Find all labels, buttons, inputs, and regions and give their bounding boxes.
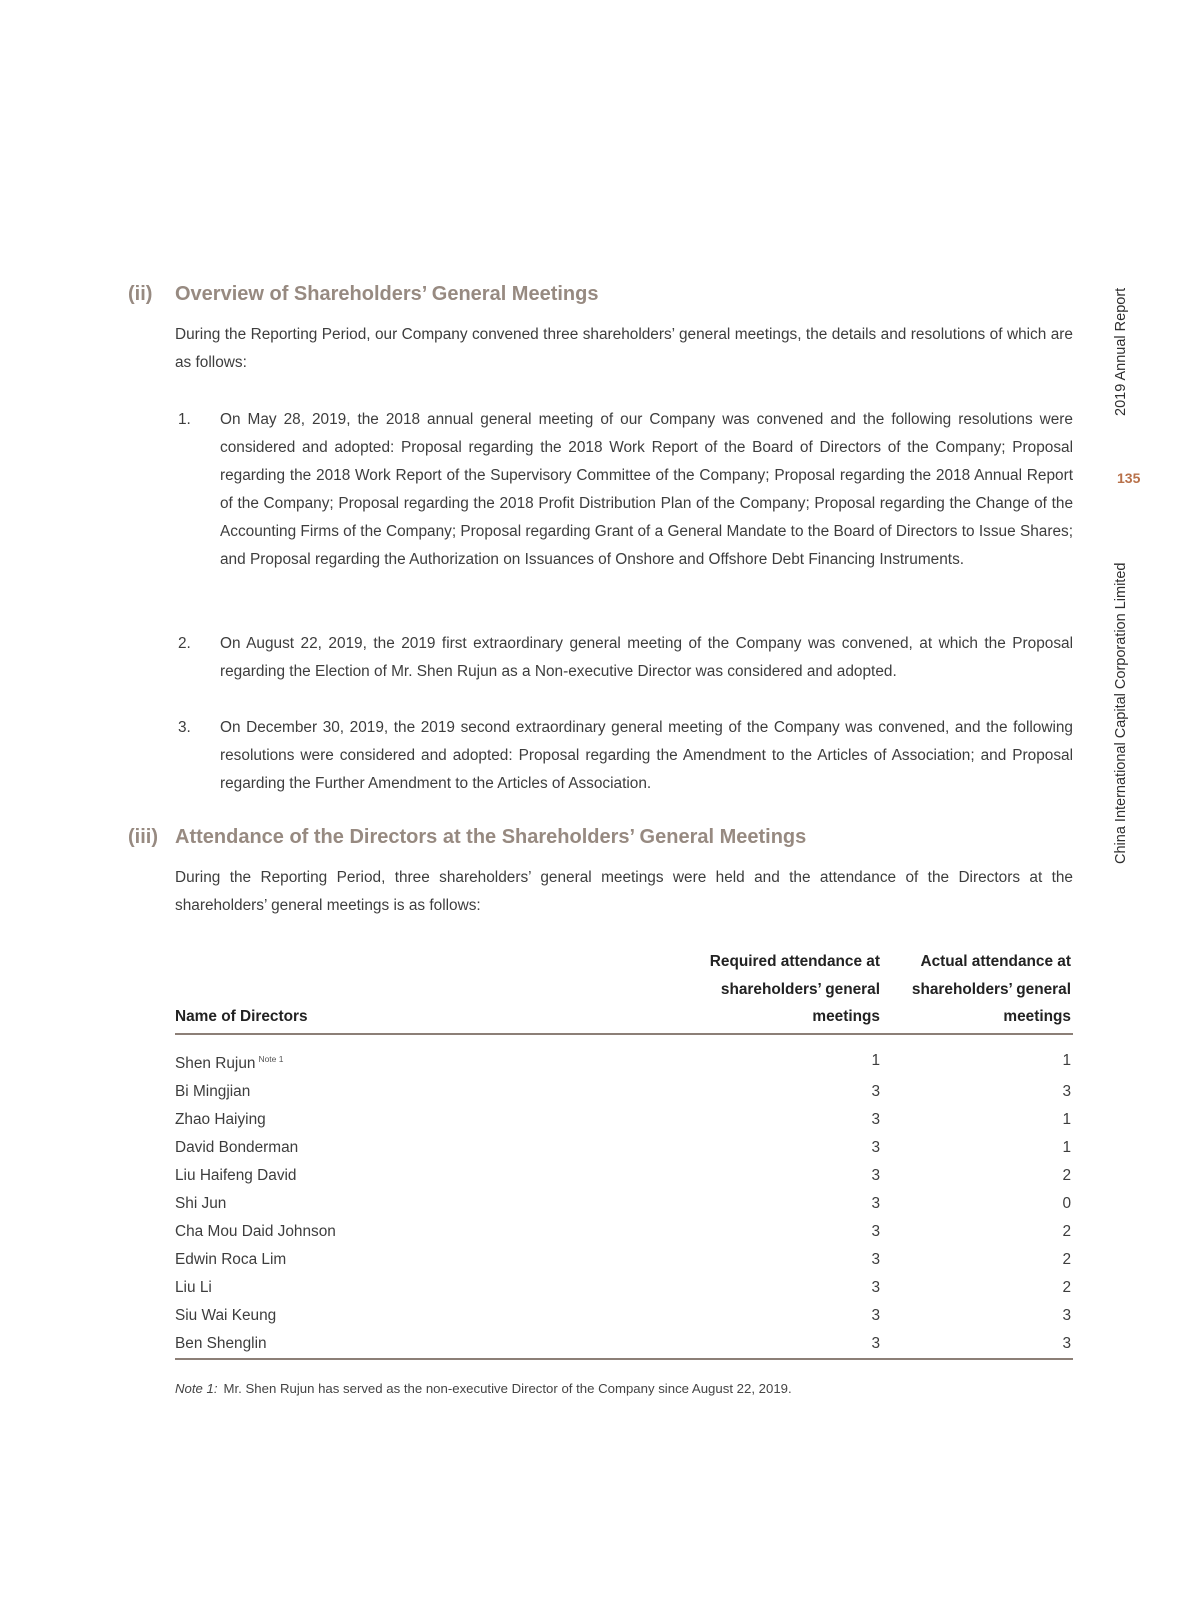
- director-name: David Bonderman: [175, 1138, 299, 1156]
- header-line: shareholders’ general: [720, 980, 880, 998]
- required-attendance: 3: [687, 1330, 880, 1359]
- section-title: Overview of Shareholders’ General Meetings: [175, 283, 599, 305]
- actual-attendance: 1: [1062, 1110, 1071, 1128]
- section-number: (iii): [128, 826, 158, 848]
- required-attendance: 3: [871, 1166, 880, 1184]
- table-header-row: [175, 948, 1073, 1034]
- required-attendance: 3: [871, 1306, 880, 1324]
- director-name: Edwin Roca Lim: [175, 1250, 287, 1268]
- actual-attendance: 3: [1062, 1082, 1071, 1100]
- list-item-number: 3.: [178, 719, 191, 736]
- director-name: Zhao Haiying: [175, 1110, 266, 1128]
- actual-attendance: 2: [1062, 1278, 1071, 1296]
- list-item-text: On May 28, 2019, the 2018 annual general meeting of our Company was convened and the following resolutions were considered and adopted: Proposal regarding the 2018 Work Report of the Board of Directors of the Company; Proposal regarding the 2018 Work Report of the Supervisory Committee of the Company; Proposal regarding the 2018 Annual Report of the Company; Proposal regarding the 2018 Profit Distribution Plan of the Company; Proposal regarding the Change of the Accounting Firms of the Company; Proposal regarding Grant of a General Mandate to the Board of Directors to Issue Shares; and Proposal regarding the Authorization on Issuances of Onshore and Offshore Debt Financing Instruments.: [220, 411, 1073, 568]
- actual-attendance: 2: [1062, 1250, 1071, 1268]
- page-number: 135: [1117, 470, 1141, 486]
- actual-attendance: 1: [1062, 1138, 1071, 1156]
- table-row: [175, 1302, 1073, 1330]
- list-item-number: 1.: [178, 411, 191, 428]
- section-iii-intro: During the Reporting Period, three shareholders’ general meetings were held and the attendance of the Directors at the shareholders’ general meetings is as follows:: [175, 869, 1073, 914]
- table-row: [175, 1274, 1073, 1302]
- required-attendance: 3: [871, 1110, 880, 1128]
- director-name: Liu Haifeng David: [175, 1166, 297, 1184]
- director-name: Ben Shenglin: [175, 1330, 687, 1359]
- column-header-name: Name of Directors: [175, 948, 687, 1034]
- table-row: [175, 1330, 1073, 1359]
- director-name: Liu Li: [175, 1278, 212, 1296]
- list-item: [175, 714, 1073, 798]
- table-row: [175, 1078, 1073, 1106]
- column-header-required: [687, 948, 880, 1034]
- header-line: meetings: [1003, 1008, 1071, 1025]
- column-header-actual: [880, 948, 1073, 1034]
- table-row: [175, 1134, 1073, 1162]
- footnote: [175, 1381, 792, 1396]
- section-ii-intro: During the Reporting Period, our Company convened three shareholders’ general meetings, the details and resolutions of which are as follows:: [175, 326, 1073, 371]
- director-name: [175, 1034, 687, 1078]
- table-row: [175, 1218, 1073, 1246]
- table-row: [175, 1162, 1073, 1190]
- actual-attendance: 3: [880, 1330, 1073, 1359]
- actual-attendance: 3: [1062, 1306, 1071, 1324]
- footnote-label: Note 1:: [175, 1381, 218, 1396]
- actual-attendance: 2: [1062, 1166, 1071, 1184]
- report-title-vertical: 2019 Annual Report: [1113, 287, 1129, 416]
- required-attendance: 3: [871, 1250, 880, 1268]
- header-line: shareholders’ general: [911, 980, 1071, 998]
- actual-attendance: 0: [1062, 1194, 1071, 1212]
- table-row: [175, 1190, 1073, 1218]
- required-attendance: 3: [871, 1194, 880, 1212]
- director-name: Bi Mingjian: [175, 1082, 251, 1100]
- list-item-text: On December 30, 2019, the 2019 second extraordinary general meeting of the Company was convened, and the following resolutions were considered and adopted: Proposal regarding the Amendment to the Articles of Association; and Proposal regarding the Further Amendment to the Articles of Association.: [220, 719, 1073, 792]
- required-attendance: 1: [871, 1052, 880, 1070]
- actual-attendance: 2: [1062, 1222, 1071, 1240]
- required-attendance: 3: [871, 1222, 880, 1240]
- director-name: Shi Jun: [175, 1194, 227, 1212]
- section-number: (ii): [128, 283, 153, 305]
- director-name: Siu Wai Keung: [175, 1306, 277, 1324]
- table-row: [175, 1246, 1073, 1274]
- list-item-number: 2.: [178, 635, 191, 652]
- note-reference: Note 1: [258, 1053, 284, 1064]
- section-title: Attendance of the Directors at the Shareholders’ General Meetings: [175, 826, 807, 848]
- table-row: [175, 1034, 1073, 1078]
- list-item-text: On August 22, 2019, the 2019 first extraordinary general meeting of the Company was convened, at which the Proposal regarding the Election of Mr. Shen Rujun as a Non-executive Director was considered and adopted.: [220, 635, 1073, 680]
- header-line: Required attendance at: [709, 953, 880, 970]
- actual-attendance: 1: [1062, 1052, 1071, 1070]
- company-name-vertical: China International Capital Corporation Limited: [1113, 562, 1129, 864]
- header-line: meetings: [812, 1008, 880, 1025]
- table-row: [175, 1106, 1073, 1134]
- list-item: [175, 630, 1073, 686]
- required-attendance: 3: [871, 1138, 880, 1156]
- director-name-text: Shen Rujun: [175, 1054, 256, 1072]
- header-line: Actual attendance at: [920, 953, 1071, 970]
- required-attendance: 3: [871, 1278, 880, 1296]
- required-attendance: 3: [871, 1082, 880, 1100]
- list-item: [175, 406, 1073, 574]
- footnote-text: Mr. Shen Rujun has served as the non-executive Director of the Company since August 22, 2019.: [223, 1381, 792, 1396]
- director-name: Cha Mou Daid Johnson: [175, 1222, 336, 1240]
- attendance-table: [175, 948, 1073, 1360]
